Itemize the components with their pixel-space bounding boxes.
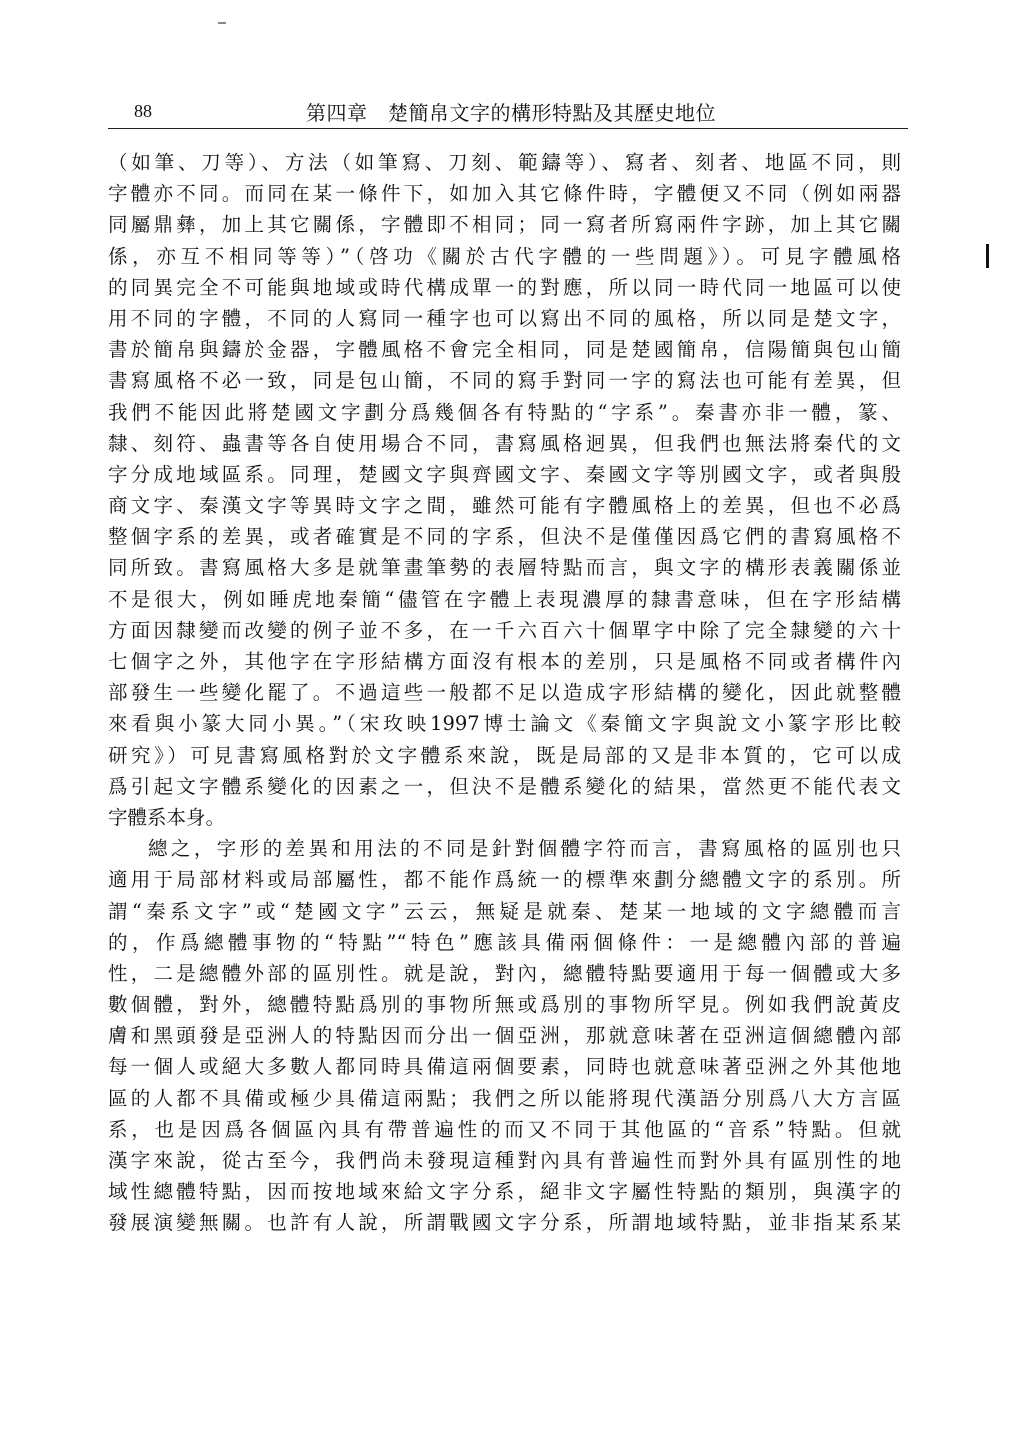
text-line: 適用于局部材料或局部屬性，都不能作爲統一的標準來劃分總體文字的系別。所 (108, 868, 901, 892)
header-rule (108, 128, 908, 129)
text-line: 部發生一些變化罷了。不過這些一般都不足以造成字形結構的變化，因此就整體 (108, 681, 901, 705)
text-line: 字分成地域區系。同理，楚國文字與齊國文字、秦國文字等別國文字，或者與殷 (108, 462, 901, 486)
page-number: 88 (134, 101, 152, 121)
text-line: 區的人都不具備或極少具備這兩點；我們之所以能將現代漢語分別爲八大方言區 (108, 1086, 901, 1110)
paragraph-end-line: 字體系本身。 (108, 805, 226, 829)
text-line: 方面因隸變而改變的例子並不多，在一千六百六十個單字中除了完全隸變的六十 (108, 618, 901, 642)
text-line: 的，作爲總體事物的“特點”“特色”應該具備兩個條件：一是總體內部的普遍 (108, 930, 901, 954)
paragraph-start-line: 總之，字形的差異和用法的不同是針對個體字符而言，書寫風格的區別也只 (148, 837, 901, 861)
text-line: 同屬鼎彝，加上其它關係，字體即不相同；同一寫者所寫兩件字跡，加上其它關 (108, 213, 901, 237)
text-line: 數個體，對外，總體特點爲別的事物所無或爲別的事物所罕見。例如我們說黃皮 (108, 993, 901, 1017)
text-line: 發展演變無關。也許有人說，所謂戰國文字分系，所謂地域特點，並非指某系某 (108, 1211, 901, 1235)
text-line: 七個字之外，其他字在字形結構方面沒有根本的差別，只是風格不同或者構件內 (108, 650, 901, 673)
running-title: 第四章 楚簡帛文字的構形特點及其歷史地位 (306, 101, 716, 125)
scan-mark (218, 22, 226, 24)
text-line: 每一個人或絕大多數人都同時具備這兩個要素，同時也就意味著亞洲之外其他地 (108, 1055, 901, 1079)
text-line: 整個字系的差異，或者確實是不同的字系，但決不是僅僅因爲它們的書寫風格不 (108, 525, 901, 549)
text-line: 研究》）可見書寫風格對於文字體系來說，既是局部的又是非本質的，它可以成 (108, 743, 901, 767)
text-line: 漢字來說，從古至今，我們尚未發現這種對內具有普遍性而對外具有區別性的地 (108, 1149, 901, 1172)
text-line: （如筆、刀等）、方法（如筆寫、刀刻、範鑄等）、寫者、刻者、地區不同，則 (108, 151, 901, 174)
text-line: 膚和黑頭發是亞洲人的特點因而分出一個亞洲，那就意味著在亞洲這個總體內部 (108, 1024, 901, 1048)
page-header (108, 97, 908, 127)
text-line: 爲引起文字體系變化的因素之一，但決不是體系變化的結果，當然更不能代表文 (108, 774, 901, 798)
text-line: 書於簡帛與鑄於金器，字體風格不會完全相同，同是楚國簡帛，信陽簡與包山簡 (108, 338, 901, 362)
text-line: 隸、刻符、蟲書等各自使用場合不同，書寫風格迥異，但我們也無法將秦代的文 (108, 431, 901, 455)
text-line: 不是很大，例如睡虎地秦簡“儘管在字體上表現濃厚的隸書意味，但在字形結構 (108, 587, 901, 611)
text-line: 的同異完全不可能與地域或時代構成單一的對應，所以同一時代同一地區可以使 (108, 275, 901, 299)
text-line: 系，也是因爲各個區內具有帶普遍性的而又不同于其他區的“音系”特點。但就 (108, 1117, 901, 1141)
text-line: 書寫風格不必一致，同是包山簡，不同的寫手對同一字的寫法也可能有差異，但 (108, 369, 901, 393)
text-line: 係，亦互不相同等等）”（啓功《關於古代字體的一些問題》）。可見字體風格 (108, 244, 901, 268)
body-text (108, 147, 901, 1239)
text-line: 我們不能因此將楚國文字劃分爲幾個各有特點的“字系”。秦書亦非一體，篆、 (108, 400, 901, 424)
text-line: 來看與小篆大同小異。”（宋玫映1997博士論文《秦簡文字與說文小篆字形比較 (108, 712, 901, 736)
text-line: 域性總體特點，因而按地域來給文字分系，絕非文字屬性特點的類別，與漢字的 (108, 1180, 901, 1204)
margin-mark (986, 244, 989, 268)
text-line: 同所致。書寫風格大多是就筆畫筆勢的表層特點而言，與文字的構形表義關係並 (108, 556, 901, 580)
text-line: 謂“秦系文字”或“楚國文字”云云，無疑是就秦、楚某一地域的文字總體而言 (108, 899, 901, 923)
text-line: 性，二是總體外部的區別性。就是說，對內，總體特點要適用于每一個體或大多 (108, 961, 901, 985)
text-line: 字體亦不同。而同在某一條件下，如加入其它條件時，字體便又不同（例如兩器 (108, 182, 901, 206)
text-line: 商文字、秦漢文字等異時文字之間，雖然可能有字體風格上的差異，但也不必爲 (108, 494, 901, 518)
text-line: 用不同的字體，不同的人寫同一種字也可以寫出不同的風格，所以同是楚文字， (108, 306, 901, 330)
